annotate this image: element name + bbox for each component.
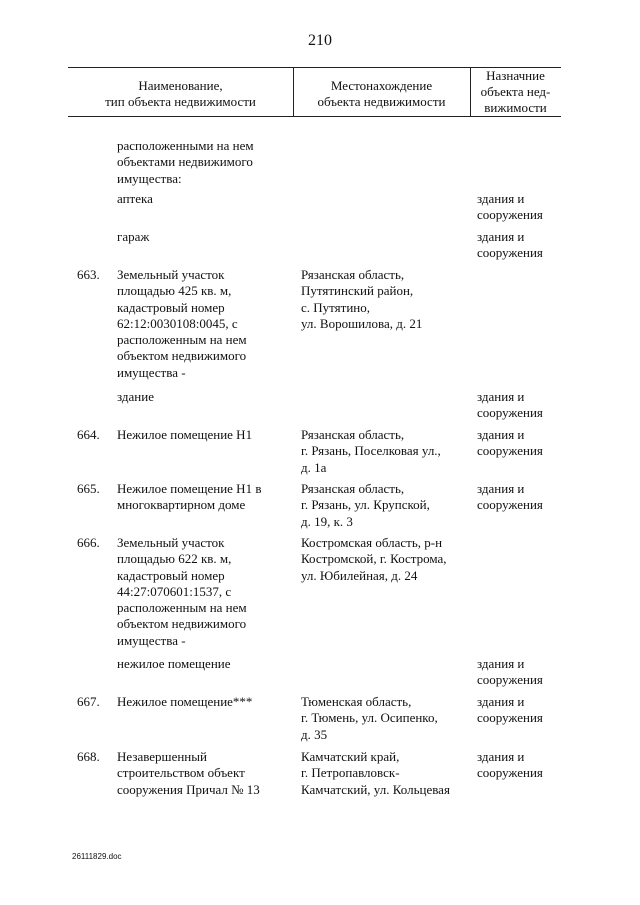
header-location: Местонахождение объекта недвижимости	[317, 78, 446, 109]
row-name: расположенными на нем объектами недвижимого имущества:	[117, 138, 254, 186]
footer-filename: 26111829.doc	[72, 852, 122, 861]
row-purpose: здания и сооружения	[477, 427, 543, 459]
row-number: 668.	[77, 749, 100, 764]
row-name: Нежилое помещение***	[117, 694, 253, 709]
row-number: 665.	[77, 481, 100, 496]
row-name: Нежилое помещение Н1	[117, 427, 253, 442]
row-location: Рязанская область, г. Рязань, Поселковая ул., д. 1а	[301, 427, 441, 475]
row-purpose: здания и сооружения	[477, 656, 543, 688]
row-number: 666.	[77, 535, 100, 550]
row-location: Рязанская область, г. Рязань, ул. Крупской, д. 19, к. 3	[301, 481, 430, 529]
row-number: 663.	[77, 267, 100, 282]
row-location: Рязанская область, Путятинский район, с. Путятино, ул. Ворошилова, д. 21	[301, 267, 423, 331]
row-number: 664.	[77, 427, 100, 442]
row-purpose: здания и сооружения	[477, 389, 543, 421]
row-purpose: здания и сооружения	[477, 694, 543, 726]
header-name: Наименование, тип объекта недвижимости	[105, 78, 256, 109]
row-name: гараж	[117, 229, 150, 244]
table-header-rule	[68, 116, 561, 117]
row-name: аптека	[117, 191, 153, 206]
row-number: 667.	[77, 694, 100, 709]
row-name: нежилое помещение	[117, 656, 231, 671]
row-name: Незавершенный строительством объект сооружения Причал № 13	[117, 749, 260, 797]
row-name: Земельный участок площадью 622 кв. м, кадастровый номер 44:27:070601:1537, с расположенным на нем объектом недвижимого имущества -	[117, 535, 247, 648]
header-purpose: Назначние объекта нед- вижимости	[480, 68, 551, 115]
row-name: Земельный участок площадью 425 кв. м, кадастровый номер 62:12:0030108:0045, с расположенным на нем объектом недвижимого имущества -	[117, 267, 247, 380]
page-number: 210	[308, 32, 332, 49]
row-location: Камчатский край, г. Петропавловск- Камчатский, ул. Кольцевая	[301, 749, 450, 797]
row-name: здание	[117, 389, 154, 404]
row-purpose: здания и сооружения	[477, 191, 543, 223]
row-purpose: здания и сооружения	[477, 749, 543, 781]
row-location: Тюменская область, г. Тюмень, ул. Осипенко, д. 35	[301, 694, 438, 742]
row-purpose: здания и сооружения	[477, 229, 543, 261]
row-location: Костромская область, р-н Костромской, г. Кострома, ул. Юбилейная, д. 24	[301, 535, 447, 583]
row-name: Нежилое помещение Н1 в многоквартирном доме	[117, 481, 262, 513]
row-purpose: здания и сооружения	[477, 481, 543, 513]
